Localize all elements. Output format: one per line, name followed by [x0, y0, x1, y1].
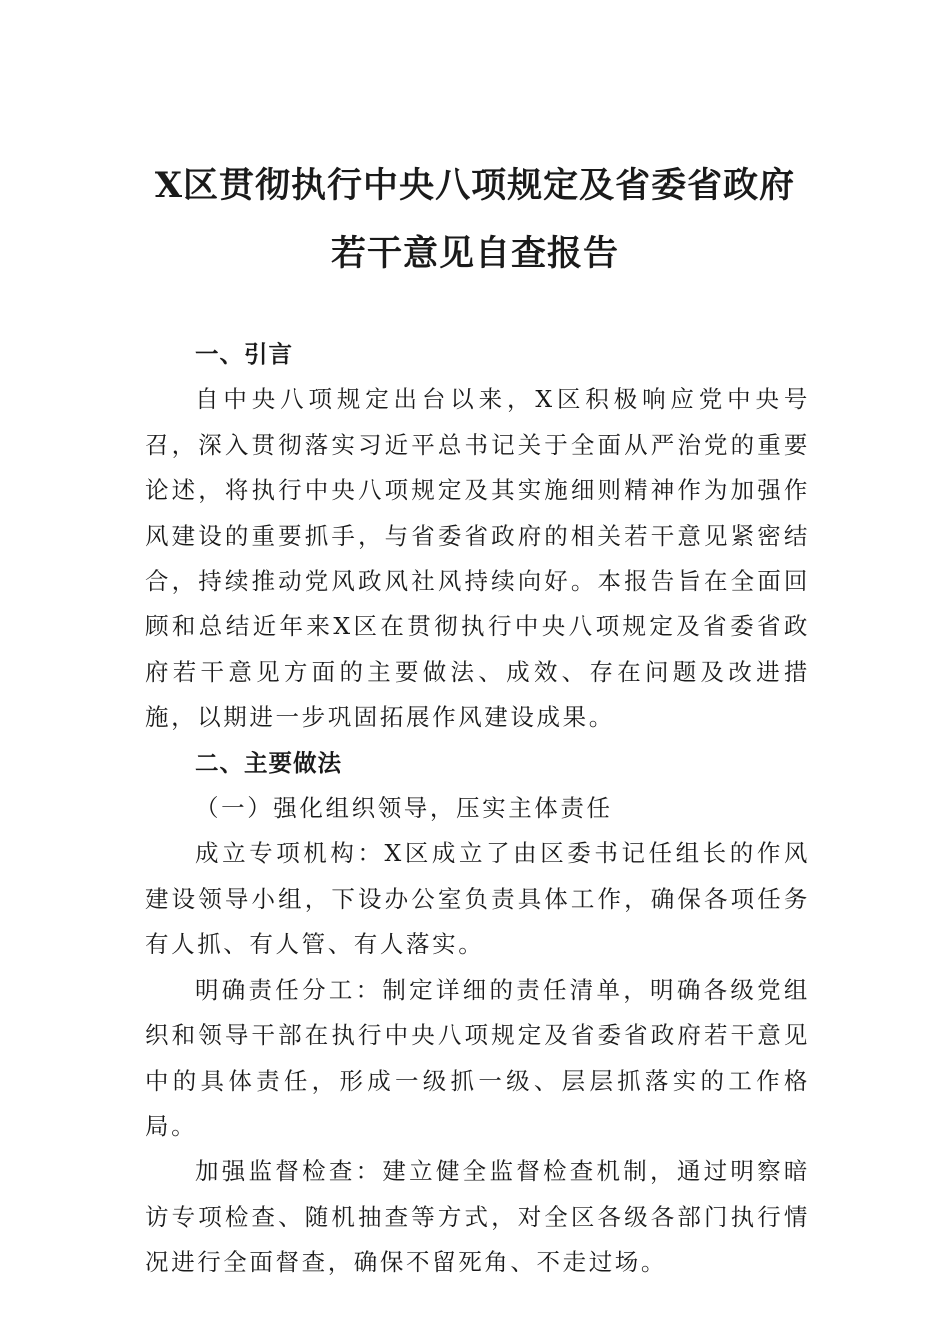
section-heading-introduction: 一、引言: [195, 340, 293, 368]
paragraph-special-agency: 成立专项机构：X区成立了由区委书记任组长的作风建设领导小组，下设办公室负责具体工作，确保各项任务有人抓、有人管、有人落实。: [145, 839, 810, 959]
paragraph-responsibility-division: 明确责任分工：制定详细的责任清单，明确各级党组织和领导干部在执行中央八项规定及省委省政府若干意见中的具体责任，形成一级抓一级、层层抓落实的工作格局。: [145, 975, 810, 1140]
introduction-paragraph: 自中央八项规定出台以来，X区积极响应党中央号召，深入贯彻落实习近平总书记关于全面从严治党的重要论述，将执行中央八项规定及其实施细则精神作为加强作风建设的重要抓手，与省委省政府的相关若干意见紧密结合，持续推动党风政风社风持续向好。本报告旨在全面回顾和总结近年来X区在贯彻执行中央八项规定及省委省政府若干意见方面的主要做法、成效、存在问题及改进措施，以期进一步巩固拓展作风建设成果。: [145, 385, 810, 732]
document-title-line-1: X区贯彻执行中央八项规定及省委省政府: [154, 165, 796, 206]
paragraph-supervision-inspection: 加强监督检查：建立健全监督检查机制，通过明察暗访专项检查、随机抽查等方式，对全区各级各部门执行情况进行全面督查，确保不留死角、不走过场。: [145, 1157, 810, 1277]
document-body: [145, 332, 810, 1286]
document-title-line-2: 若干意见自查报告: [330, 233, 619, 274]
subsection-heading-leadership: （一）强化组织领导，压实主体责任: [195, 794, 613, 823]
section-heading-main-practices: 二、主要做法: [195, 748, 342, 777]
